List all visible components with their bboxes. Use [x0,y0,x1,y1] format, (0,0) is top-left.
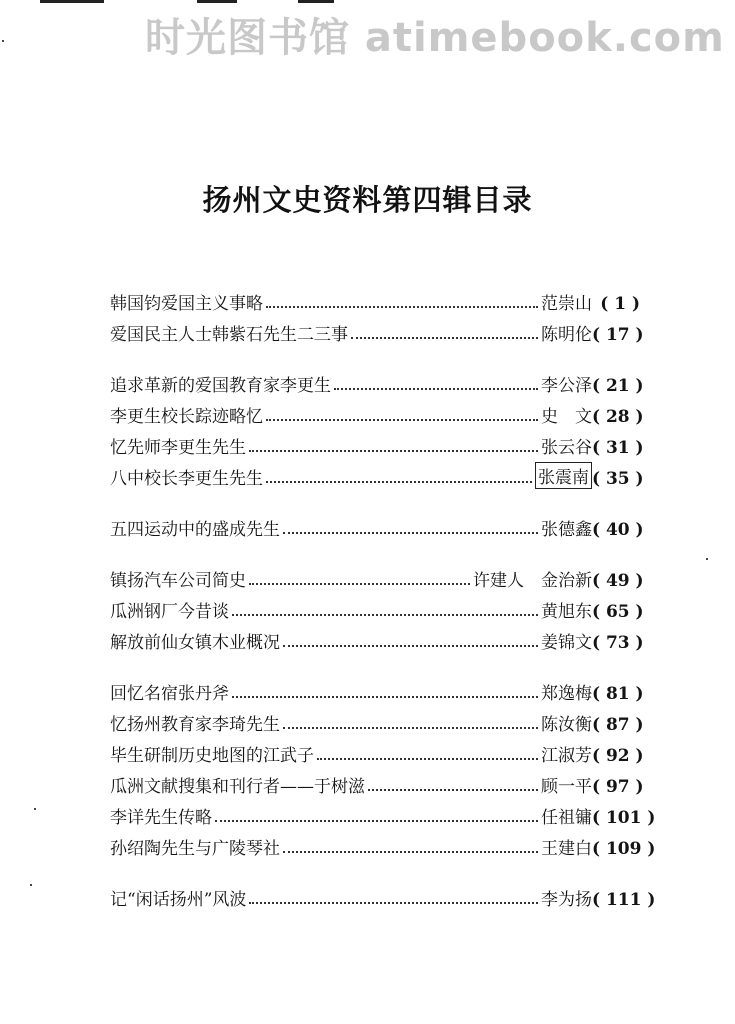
entry-page-number: ( 49 ) [592,571,644,591]
dot-leader [232,614,538,616]
toc-entry [110,673,644,704]
toc-group [110,283,644,345]
toc-entry [110,560,644,591]
entry-page-number: ( 109 ) [592,839,656,859]
entry-page-number: ( 87 ) [592,715,644,735]
entry-author: 许建人 金治新 [473,571,592,591]
toc-entry [110,622,644,653]
entry-page-number: ( 97 ) [592,777,644,797]
entry-author: 张震南 [535,462,592,489]
entry-page-number: ( 31 ) [592,438,644,458]
toc-entry [110,797,656,828]
entry-author: 顾一平 [541,777,592,797]
entry-author: 陈明伦 [541,325,592,345]
entry-title: 八中校长李更生先生 [110,469,263,489]
scan-speck [34,808,36,810]
entry-author: 王建白 [541,839,592,859]
entry-title: 李更生校长踪迹略忆 [110,407,263,427]
dot-leader [249,583,470,585]
entry-page-number: ( 92 ) [592,746,644,766]
entry-page-number: ( 101 ) [592,808,656,828]
toc-entry [110,591,644,622]
toc-entry [110,704,644,735]
entry-title: 五四运动中的盛成先生 [110,520,280,540]
dot-leader [334,388,538,390]
entry-title: 瓜洲钢厂今昔谈 [110,602,229,622]
entry-title: 追求革新的爱国教育家李更生 [110,376,331,396]
scan-speck [706,558,708,560]
entry-page-number: ( 40 ) [592,520,644,540]
toc-group [110,879,656,910]
dot-leader [249,902,538,904]
dot-leader [283,532,538,534]
entry-author: 张云谷 [541,438,592,458]
entry-author: 姜锦文 [541,633,592,653]
dot-leader [266,419,538,421]
entry-author: 张德鑫 [541,520,592,540]
entry-title: 忆扬州教育家李琦先生 [110,715,280,735]
toc-entry [110,427,644,458]
dot-leader [232,696,538,698]
toc-entry [110,314,644,345]
entry-page-number: ( 65 ) [592,602,644,622]
table-of-contents [110,283,656,930]
dot-leader [215,820,538,822]
entry-author: 李为扬 [541,890,592,910]
entry-title: 韩国钧爱国主义事略 [110,294,263,314]
entry-title: 忆先师李更生先生 [110,438,246,458]
toc-entry [110,283,640,314]
entry-author: 李公泽 [541,376,592,396]
toc-group [110,560,644,653]
entry-title: 解放前仙女镇木业概况 [110,633,280,653]
entry-page-number: ( 28 ) [592,407,644,427]
entry-title: 回忆名宿张丹斧 [110,684,229,704]
entry-author: 郑逸梅 [541,684,592,704]
entry-author: 任祖镛 [541,808,592,828]
dot-leader [266,306,538,308]
toc-entry [110,735,644,766]
toc-group [110,509,644,540]
entry-title: 记“闲话扬州”风波 [110,890,247,910]
entry-page-number: ( 111 ) [592,890,656,910]
scan-speck [2,40,4,42]
entry-title: 爱国民主人士韩紫石先生二三事 [110,325,348,345]
entry-page-number: ( 1 ) [600,294,640,314]
toc-entry [110,365,644,396]
entry-author: 黄旭东 [541,602,592,622]
entry-author: 江淑芳 [541,746,592,766]
dot-leader [283,727,538,729]
entry-title: 瓜洲文献搜集和刊行者——于树滋 [110,777,365,797]
entry-page-number: ( 17 ) [592,325,644,345]
toc-group [110,673,656,859]
watermark: 时光图书馆 atimebook.com [145,15,725,61]
entry-title: 镇扬汽车公司简史 [110,571,246,591]
entry-title: 孙绍陶先生与广陵琴社 [110,839,280,859]
toc-entry [110,509,644,540]
dot-leader [317,758,538,760]
entry-author: 范崇山 [541,294,592,314]
dot-leader [283,851,538,853]
dot-leader [351,337,538,339]
toc-group [110,365,644,489]
scan-edge-line [40,0,104,3]
toc-entry [110,828,656,859]
dot-leader [266,481,532,483]
entry-page-number: ( 21 ) [592,376,644,396]
entry-page-number: ( 73 ) [592,633,644,653]
toc-entry [110,458,644,489]
toc-entry [110,766,644,797]
toc-entry [110,396,644,427]
entry-title: 毕生研制历史地图的江武子 [110,746,314,766]
page-title: 扬州文史资料第四辑目录 [202,183,533,217]
dot-leader [368,789,538,791]
scan-speck [30,884,32,886]
entry-page-number: ( 81 ) [592,684,644,704]
entry-author: 陈汝衡 [541,715,592,735]
dot-leader [283,645,538,647]
dot-leader [249,450,538,452]
entry-title: 李详先生传略 [110,808,212,828]
entry-page-number: ( 35 ) [592,469,644,489]
scan-edge-line [197,0,237,3]
entry-author: 史 文 [541,407,592,427]
toc-entry [110,879,656,910]
scan-edge-line [298,0,334,3]
